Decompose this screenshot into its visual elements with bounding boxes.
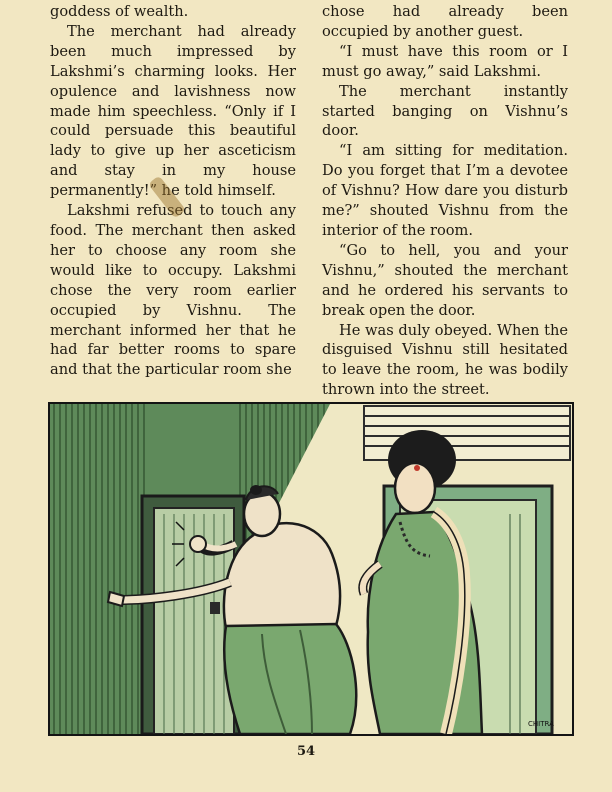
left-paragraph: The merchant had already been much impressed by Lakshmi’s charming looks. Her opulence and lavishness now made him speechless. “Only if I could persuade this beautiful lady to give up her asceticism and stay in my house permanently!” he told himself.	[50, 22, 296, 200]
door-knob	[210, 602, 220, 614]
right-paragraph: “I must have this room or I must go away,” said Lakshmi.	[322, 42, 568, 80]
left-paragraph: goddess of wealth.	[50, 3, 189, 20]
right-paragraph: “Go to hell, you and your Vishnu,” shouted the merchant and he ordered his servants to break open the door.	[322, 241, 568, 319]
right-paragraph: “I am sitting for meditation. Do you forget that I’m a devotee of Vishnu? How dare you disturb me?” shouted Vishnu from the interior of the room.	[322, 142, 568, 239]
page-number: 54	[296, 744, 316, 759]
left-paragraph: Lakshmi refused to touch any food. The merchant then asked her to choose any room she would like to occupy. Lakshmi chose the very room earlier occupied by Vishnu. The merchant informed her that he had far better rooms to spare and that the particular room she	[50, 202, 296, 379]
right-paragraph: He was duly obeyed. When the disguised Vishnu still hesitated to leave the room, he was bodily thrown into the street.	[322, 321, 568, 399]
illustration-drawing	[50, 404, 572, 734]
right-paragraph: The merchant instantly started banging on Vishnu’s door.	[322, 82, 568, 140]
story-illustration	[48, 402, 574, 736]
text-column-right	[322, 2, 568, 400]
text-column-left	[50, 2, 296, 380]
right-paragraph: chose had already been occupied by another guest.	[322, 3, 568, 40]
artist-signature: CHITRA	[528, 720, 554, 728]
